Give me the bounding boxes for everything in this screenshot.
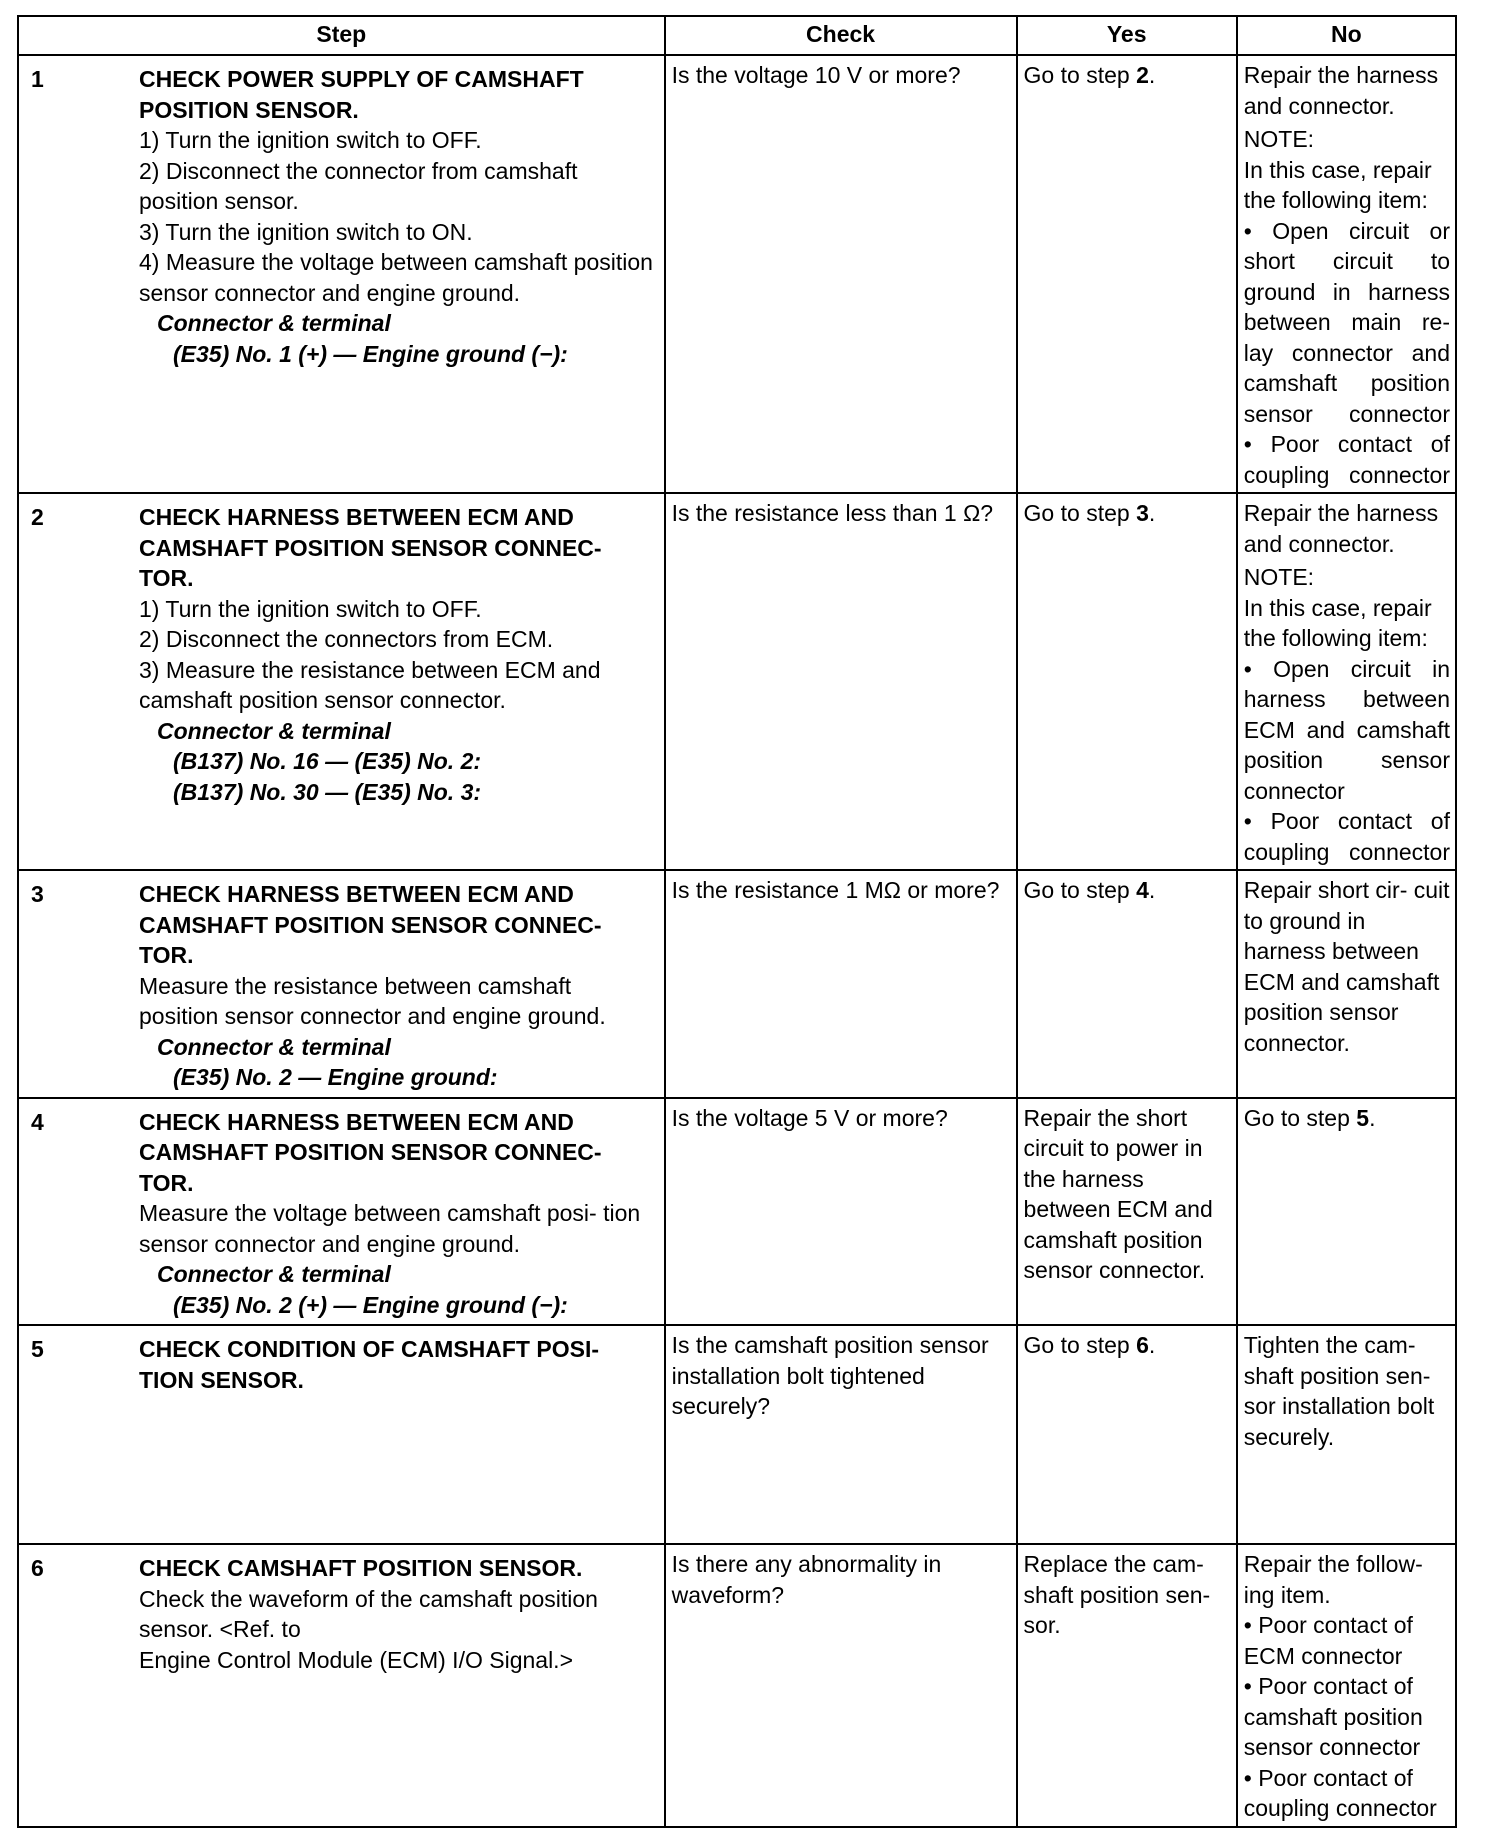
yes-cell: Repair the short circuit to power in the harness between ECM and camshaft position sensor connector.	[1017, 1098, 1237, 1326]
no-cell	[1237, 493, 1456, 870]
yes-step-ref: 6	[1136, 1332, 1149, 1358]
no-text-end: .	[1369, 1104, 1376, 1131]
step-row-5	[18, 1325, 1456, 1544]
step-number: 6	[31, 1555, 44, 1581]
connector-terminal: (B137) No. 16 — (E35) No. 2:	[173, 748, 482, 774]
yes-text-end: .	[1148, 500, 1156, 526]
yes-text-end: .	[1148, 1332, 1156, 1358]
yes-cell	[1017, 55, 1237, 493]
step-row-2	[18, 493, 1456, 870]
check-cell: Is the resistance 1 MΩ or more?	[665, 870, 1017, 1098]
step-number: 2	[31, 504, 44, 530]
no-main: Repair the harness and connector.	[1243, 500, 1439, 557]
step-title: CHECK HARNESS BETWEEN ECM AND CAMSHAFT POSITION SENSOR CONNEC- TOR.	[139, 1108, 602, 1196]
connector-terminal: (E35) No. 1 (+) — Engine ground (−):	[173, 340, 568, 367]
no-cell	[1237, 1098, 1456, 1326]
connector-heading: Connector & terminal	[157, 1033, 391, 1060]
no-step-ref: 5	[1356, 1104, 1370, 1131]
step-cell	[18, 1544, 665, 1827]
no-cell: Tighten the cam- shaft position sen- sor installation bolt securely.	[1237, 1325, 1456, 1544]
step-instruction: Engine Control Module (ECM) I/O Signal.>	[139, 1646, 574, 1673]
header-step: Step	[18, 16, 665, 55]
check-cell: Is the voltage 10 V or more?	[665, 55, 1017, 493]
step-instruction: Measure the resistance between camshaft position sensor connector and engine ground.	[139, 972, 606, 1029]
note-item: • Poor contact of camshaft position sensor connector	[1243, 1673, 1423, 1760]
note-label: NOTE:	[1243, 126, 1315, 152]
step-number: 5	[31, 1336, 44, 1362]
connector-heading: Connector & terminal	[157, 1261, 391, 1287]
no-main: Repair the harness and connector.	[1243, 62, 1439, 119]
step-instruction: 3) Turn the ignition switch to ON.	[139, 218, 473, 245]
note-item: • Poor contact of ECM connector	[1243, 1612, 1413, 1669]
diagnostic-procedure-table	[17, 15, 1457, 1828]
yes-step-ref: 2	[1136, 62, 1149, 88]
step-number: 4	[31, 1108, 44, 1135]
header-yes: Yes	[1017, 16, 1237, 55]
note-item	[1244, 429, 1450, 490]
header-no: No	[1237, 16, 1456, 55]
note-item: • Poor contact of coupling connector	[1243, 1764, 1437, 1821]
yes-step-ref: 4	[1136, 877, 1149, 903]
step-instruction: 1) Turn the ignition switch to OFF.	[139, 127, 482, 153]
yes-cell: Replace the cam- shaft position sen- sor.	[1017, 1544, 1237, 1827]
yes-text-end: .	[1148, 877, 1156, 903]
note-item-text: • Poor contact of coupling connector	[1243, 808, 1450, 865]
step-number: 1	[31, 66, 44, 92]
connector-heading: Connector & terminal	[157, 310, 391, 336]
step-cell	[18, 493, 665, 870]
note-item	[1244, 216, 1450, 430]
step-number: 3	[31, 881, 44, 907]
step-title: CHECK HARNESS BETWEEN ECM AND CAMSHAFT POSITION SENSOR CONNEC- TOR.	[139, 504, 602, 591]
check-cell: Is there any abnormality in waveform?	[665, 1544, 1017, 1827]
step-cell	[18, 55, 665, 493]
note-item	[1244, 806, 1450, 867]
note-intro: In this case, repair the following item:	[1243, 156, 1432, 213]
step-instruction: 3) Measure the resistance between ECM and camshaft position sensor connector.	[139, 656, 601, 713]
no-cell	[1237, 55, 1456, 493]
step-row-1	[18, 55, 1456, 493]
connector-terminal: (E35) No. 2 — Engine ground:	[173, 1064, 498, 1090]
step-title: CHECK CAMSHAFT POSITION SENSOR.	[139, 1555, 583, 1581]
no-main: Repair the follow- ing item.	[1243, 1551, 1423, 1608]
step-instruction: Measure the voltage between camshaft posi- tion sensor connector and engine ground.	[139, 1200, 641, 1257]
step-row-3	[18, 870, 1456, 1098]
header-row	[18, 16, 1456, 55]
yes-text: Go to step	[1023, 62, 1137, 88]
no-cell	[1237, 1544, 1456, 1827]
no-cell: Repair short cir- cuit to ground in harness between ECM and camshaft position sensor connector.	[1237, 870, 1456, 1098]
step-cell	[18, 1325, 665, 1544]
step-title: CHECK CONDITION OF CAMSHAFT POSI- TION SENSOR.	[139, 1336, 599, 1393]
note-intro: In this case, repair the following item:	[1243, 594, 1432, 651]
connector-terminal: (E35) No. 2 (+) — Engine ground (−):	[173, 1291, 568, 1318]
connector-terminal: (B137) No. 30 — (E35) No. 3:	[173, 778, 482, 805]
step-row-4	[18, 1098, 1456, 1326]
yes-text: Go to step	[1023, 500, 1137, 526]
note-item-text: • Open circuit in harness between ECM and camshaft position sensor connector	[1243, 655, 1450, 804]
step-title: CHECK HARNESS BETWEEN ECM AND CAMSHAFT POSITION SENSOR CONNEC- TOR.	[139, 881, 602, 968]
note-item	[1244, 654, 1450, 807]
step-cell	[18, 870, 665, 1098]
step-instruction: 2) Disconnect the connectors from ECM.	[139, 626, 554, 652]
connector-heading: Connector & terminal	[157, 717, 391, 744]
note-label: NOTE:	[1243, 564, 1315, 590]
step-instruction: 4) Measure the voltage between camshaft position sensor connector and engine ground.	[139, 249, 653, 306]
step-instruction: 1) Turn the ignition switch to OFF.	[139, 595, 482, 622]
step-instruction: Check the waveform of the camshaft position sensor. <Ref. to	[139, 1585, 598, 1642]
yes-cell	[1017, 870, 1237, 1098]
yes-text-end: .	[1148, 62, 1156, 88]
no-text: Go to step	[1243, 1104, 1357, 1131]
check-cell: Is the camshaft position sensor installation bolt tightened securely?	[665, 1325, 1017, 1544]
step-instruction: 2) Disconnect the connector from camshaft position sensor.	[139, 157, 578, 214]
check-cell: Is the resistance less than 1 Ω?	[665, 493, 1017, 870]
yes-cell	[1017, 493, 1237, 870]
yes-text: Go to step	[1023, 1332, 1137, 1358]
step-row-6	[18, 1544, 1456, 1827]
header-check: Check	[665, 16, 1017, 55]
check-cell: Is the voltage 5 V or more?	[665, 1098, 1017, 1326]
yes-cell	[1017, 1325, 1237, 1544]
yes-step-ref: 3	[1136, 500, 1149, 526]
step-title: CHECK POWER SUPPLY OF CAMSHAFT POSITION SENSOR.	[139, 66, 584, 123]
yes-text: Go to step	[1023, 877, 1137, 903]
note-item-text: • Open circuit or short circuit to ground in harness between main re- lay connector and camshaft position sensor connector	[1243, 217, 1450, 427]
step-cell	[18, 1098, 665, 1326]
note-item-text: • Poor contact of coupling connector	[1243, 431, 1450, 488]
